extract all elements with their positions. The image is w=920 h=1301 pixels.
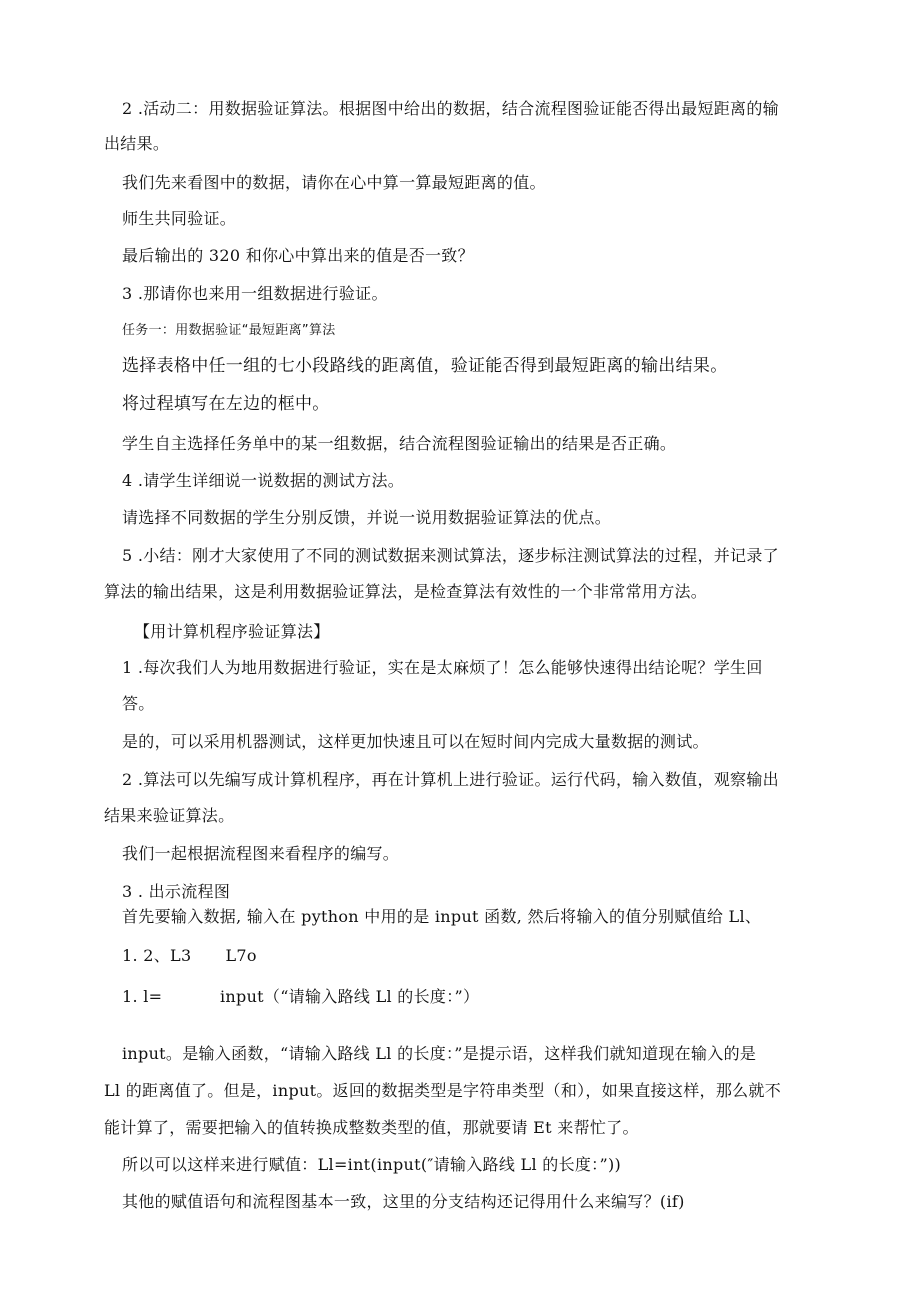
- paragraph-line: 3 . 出示流程图: [122, 882, 231, 901]
- paragraph-line: 能计算了，需要把输入的值转换成整数类型的值，那就要请 Et 来帮忙了。: [104, 1118, 639, 1137]
- paragraph-line: 学生自主选择任务单中的某一组数据，结合流程图验证输出的结果是否正确。: [122, 434, 677, 453]
- task-instruction: 选择表格中任一组的七小段路线的距离值，验证能否得到最短距离的输出结果。: [122, 356, 728, 376]
- paragraph-line: 请选择不同数据的学生分别反馈，并说一说用数据验证算法的优点。: [122, 508, 612, 527]
- code-line-part: 1. 2、L3: [122, 946, 192, 965]
- paragraph-line: 我们先来看图中的数据，请你在心中算一算最短距离的值。: [122, 173, 546, 192]
- paragraph-line: 是的，可以采用机器测试，这样更加快速且可以在短时间内完成大量数据的测试。: [122, 732, 709, 751]
- task-instruction: 将过程填写在左边的框中。: [122, 394, 330, 414]
- paragraph-line: 算法的输出结果，这是利用数据验证算法，是检查算法有效性的一个非常常用方法。: [104, 582, 708, 601]
- code-line: [122, 986, 479, 1008]
- paragraph-line: 首先要输入数据, 输入在 python 中用的是 input 函数, 然后将输入的值分别赋值给 Ll、: [122, 907, 762, 926]
- paragraph-line: 2 .活动二：用数据验证算法。根据图中给出的数据，结合流程图验证能否得出最短距离的输: [122, 99, 779, 118]
- paragraph-line: 答。: [122, 694, 155, 713]
- paragraph-line: 师生共同验证。: [122, 209, 237, 228]
- code-line: [122, 945, 257, 967]
- paragraph-line: 3 .那请你也来用一组数据进行验证。: [122, 284, 388, 303]
- paragraph-line: 1 .每次我们人为地用数据进行验证，实在是太麻烦了！怎么能够快速得出结论呢？学生回: [122, 658, 763, 677]
- section-heading: 【用计算机程序验证算法】: [134, 622, 330, 641]
- paragraph-line: 其他的赋值语句和流程图基本一致，这里的分支结构还记得用什么来编写？(if): [122, 1192, 685, 1211]
- paragraph-line: 4 .请学生详细说一说数据的测试方法。: [122, 471, 405, 490]
- paragraph-line: Ll 的距离值了。但是，input。返回的数据类型是字符串类型（和），如果直接这样，那么就不: [104, 1081, 782, 1100]
- paragraph-line: 我们一起根据流程图来看程序的编写。: [122, 844, 400, 863]
- task-title: 任务一：用数据验证“最短距离”算法: [122, 323, 336, 338]
- code-line-part: input（“请输入路线 Ll 的长度：”）: [220, 987, 480, 1006]
- code-line-part: 1. l=: [122, 987, 163, 1006]
- paragraph-line: 所以可以这样来进行赋值：Ll=int(input(″请输入路线 Ll 的长度：”)): [122, 1155, 622, 1174]
- code-line-part: L7o: [225, 946, 257, 965]
- paragraph-line: input。是输入函数，“请输入路线 Ll 的长度：”是提示语，这样我们就知道现在输入的是: [122, 1044, 757, 1063]
- paragraph-line: 出结果。: [104, 134, 170, 153]
- paragraph-line: 5 .小结：刚才大家使用了不同的测试数据来测试算法，逐步标注测试算法的过程，并记录了: [122, 546, 779, 565]
- paragraph-line: 结果来验证算法。: [104, 806, 235, 825]
- paragraph-line: 2 .算法可以先编写成计算机程序，再在计算机上进行验证。运行代码，输入数值，观察输出: [122, 770, 779, 789]
- paragraph-line: 最后输出的 320 和你心中算出来的值是否一致？: [122, 246, 474, 265]
